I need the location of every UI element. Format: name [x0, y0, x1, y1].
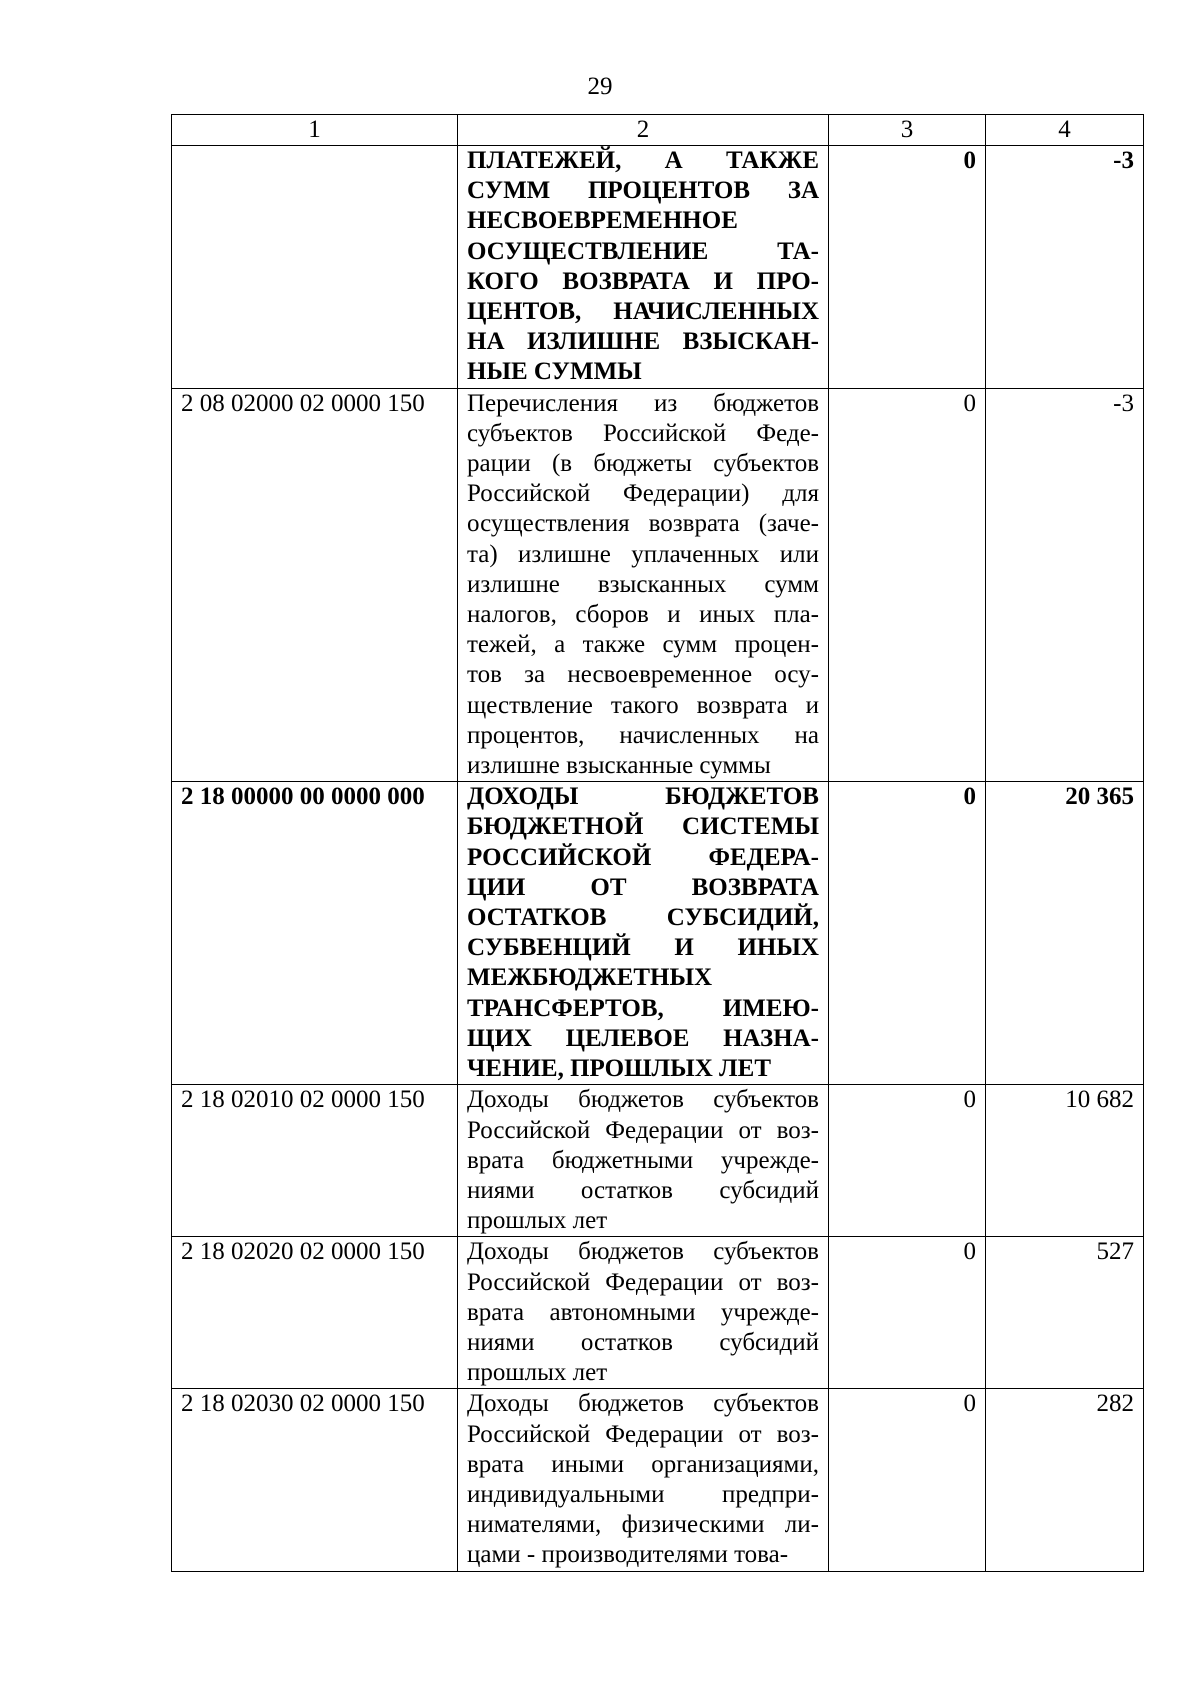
page-number: 29 [587, 73, 613, 100]
budget-code-cell [172, 146, 458, 389]
revenue-name-line: НА ИЗЛИШНЕ ВЗЫСКАН- [467, 328, 819, 356]
column-header-3: 3 [829, 115, 986, 146]
amount-col3-cell: 0 [829, 146, 986, 389]
revenue-name-line: Российской Федерации от воз- [467, 1420, 819, 1448]
revenue-name-line: СУБВЕНЦИЙ И ИНЫХ [467, 934, 819, 962]
revenue-name-line: та) излишне уплаченных или [467, 540, 819, 568]
table-row [172, 1389, 1144, 1571]
revenue-name-line: излишне взысканные суммы [467, 752, 771, 780]
revenue-name-line: прошлых лет [467, 1359, 608, 1387]
table-row [172, 146, 1144, 389]
revenue-name-line: налогов, сборов и иных пла- [467, 601, 819, 629]
revenue-name-line: ниями остатков субсидий [467, 1176, 819, 1204]
revenue-name-line: НЕСВОЕВРЕМЕННОЕ [467, 207, 738, 235]
revenue-name-line: цами - производителями това- [467, 1541, 789, 1569]
revenue-name-cell [458, 1389, 829, 1571]
revenue-name-line: ЦЕНТОВ, НАЧИСЛЕННЫХ [467, 298, 819, 326]
revenue-name-line: Доходы бюджетов субъектов [467, 1238, 819, 1266]
revenue-name-line: НЫЕ СУММЫ [467, 358, 642, 386]
revenue-name-line: ниями остатков субсидий [467, 1328, 819, 1356]
table-row [172, 1085, 1144, 1237]
budget-code-cell: 2 18 02030 02 0000 150 [172, 1389, 458, 1571]
revenue-name-line: Доходы бюджетов субъектов [467, 1086, 819, 1114]
revenue-name-line: СУММ ПРОЦЕНТОВ ЗА [467, 177, 819, 205]
revenue-name-cell [458, 782, 829, 1085]
revenue-name-line: излишне взысканных сумм [467, 570, 819, 598]
column-header-1: 1 [172, 115, 458, 146]
amount-col4-cell: -3 [986, 388, 1144, 782]
revenue-name-line: тежей, а также сумм процен- [467, 631, 819, 659]
revenue-name-line: рации (в бюджеты субъектов [467, 450, 819, 478]
column-header-2: 2 [458, 115, 829, 146]
revenue-name-line: Перечисления из бюджетов [467, 389, 819, 417]
amount-col3-cell: 0 [829, 782, 986, 1085]
revenue-name-line: ПЛАТЕЖЕЙ, А ТАКЖЕ [467, 147, 819, 174]
revenue-name-line: нимателями, физическими ли- [467, 1511, 819, 1539]
amount-col3-cell: 0 [829, 1085, 986, 1237]
revenue-name-line: Российской Федерации от воз- [467, 1116, 819, 1144]
revenue-name-line: процентов, начисленных на [467, 721, 819, 749]
column-header-4: 4 [986, 115, 1144, 146]
revenue-name-line: БЮДЖЕТНОЙ СИСТЕМЫ [467, 813, 819, 841]
budget-code-cell: 2 08 02000 02 0000 150 [172, 388, 458, 782]
revenue-name-line: Российской Федерации от воз- [467, 1268, 819, 1296]
revenue-name-line: ОСУЩЕСТВЛЕНИЕ ТА- [467, 237, 819, 265]
revenue-name-line: тов за несвоевременное осу- [467, 661, 819, 689]
amount-col4-cell: 282 [986, 1389, 1144, 1571]
revenue-name-line: прошлых лет [467, 1207, 608, 1235]
revenue-name-cell [458, 388, 829, 782]
amount-col3-cell: 0 [829, 388, 986, 782]
amount-col4-cell: -3 [986, 146, 1144, 389]
amount-col3-cell: 0 [829, 1389, 986, 1571]
revenue-name-cell [458, 1237, 829, 1389]
revenue-name-cell [458, 146, 829, 389]
amount-col4-cell: 10 682 [986, 1085, 1144, 1237]
revenue-name-line: врата автономными учрежде- [467, 1298, 819, 1326]
revenue-name-line: ществление такого возврата и [467, 691, 819, 719]
table-row [172, 1237, 1144, 1389]
header-row [172, 115, 1144, 146]
revenue-name-line: ТРАНСФЕРТОВ, ИМЕЮ- [467, 994, 819, 1022]
table-row [172, 388, 1144, 782]
amount-col4-cell: 527 [986, 1237, 1144, 1389]
revenue-name-line: ДОХОДЫ БЮДЖЕТОВ [467, 783, 819, 811]
revenue-name-line: субъектов Российской Феде- [467, 419, 819, 447]
revenue-name-line: Доходы бюджетов субъектов [467, 1390, 819, 1418]
budget-code-cell: 2 18 02010 02 0000 150 [172, 1085, 458, 1237]
budget-code-cell: 2 18 00000 00 0000 000 [172, 782, 458, 1085]
table-header [172, 115, 1144, 146]
revenue-name-line: врата бюджетными учрежде- [467, 1146, 819, 1174]
revenue-name-line: ЧЕНИЕ, ПРОШЛЫХ ЛЕТ [467, 1055, 772, 1083]
revenue-name-line: РОССИЙСКОЙ ФЕДЕРА- [467, 843, 819, 871]
table-row [172, 782, 1144, 1085]
revenue-name-line: ЦИИ ОТ ВОЗВРАТА [467, 873, 819, 901]
revenue-name-cell [458, 1085, 829, 1237]
revenue-name-line: ЩИХ ЦЕЛЕВОЕ НАЗНА- [467, 1024, 819, 1052]
budget-code-cell: 2 18 02020 02 0000 150 [172, 1237, 458, 1389]
table-body [172, 146, 1144, 1572]
amount-col3-cell: 0 [829, 1237, 986, 1389]
revenue-name-line: КОГО ВОЗВРАТА И ПРО- [467, 267, 819, 295]
revenue-name-line: Российской Федерации) для [467, 480, 819, 508]
budget-table [171, 114, 1144, 1572]
amount-col4-cell: 20 365 [986, 782, 1144, 1085]
revenue-name-line: врата иными организациями, [467, 1450, 819, 1478]
revenue-name-line: МЕЖБЮДЖЕТНЫХ [467, 964, 713, 992]
revenue-name-line: осуществления возврата (заче- [467, 510, 819, 538]
revenue-name-line: индивидуальными предпри- [467, 1480, 819, 1508]
revenue-name-line: ОСТАТКОВ СУБСИДИЙ, [467, 904, 819, 932]
